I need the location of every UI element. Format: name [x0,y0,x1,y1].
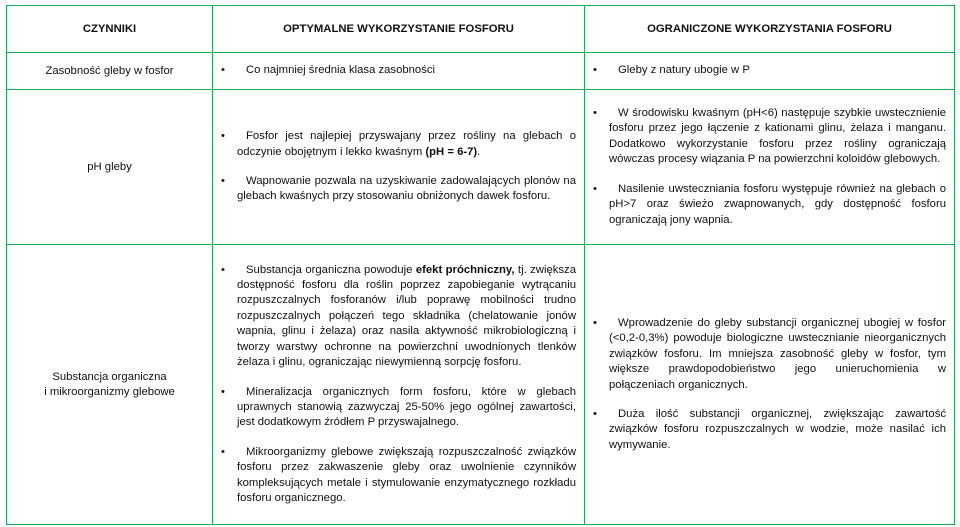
bullet-icon: • [221,175,225,187]
bullet-icon: • [221,130,225,143]
item-text: W środowisku kwaśnym (pH<6) następuje szybkie uwstecznienie fosforu przez jego łączenie z kationami glinu, żelaza i manganu. Dodatkowo wykorzystanie fosforu przez rośliny ograniczają wówczas procesy wiązania P na powierzchni koloidów glebowych. [609,107,946,166]
bullet-icon: • [221,445,225,458]
bullet-icon: • [221,385,225,398]
item-text-after: . [477,145,481,158]
limited-cell [585,245,955,525]
optimal-cell [213,90,585,245]
limited-cell [585,90,955,245]
table-row [7,90,955,245]
factor-cell: pH gleby [7,90,213,245]
list-item [213,129,584,160]
bullet-icon: • [593,407,597,420]
table-row [7,53,955,90]
list-item [585,63,954,78]
item-text: Substancja organiczna powoduje [246,263,416,276]
list-item [213,445,584,507]
list-item [213,63,584,78]
phosphorus-factors-table [6,5,955,525]
bullet-icon: • [593,182,597,195]
item-text: Wapnowanie pozwala na uzyskiwanie zadowalających plonów na glebach kwaśnych przy stosowaniu obniżonych dawek fosforu. [237,175,576,203]
header-optimal: OPTYMALNE WYKORZYSTANIE FOSFORU [213,6,585,53]
optimal-cell [213,245,585,525]
header-row [7,6,955,53]
factor-cell [7,245,213,525]
list-item [213,174,584,205]
item-text: Fosfor jest najlepiej przyswajany przez rośliny na glebach o odczynie obojętnym i lekko kwaśnym [237,130,576,158]
item-text: Duża ilość substancji organicznej, zwiększając zawartość związków fosforu rozpuszczalnych w wodzie, może nasilać ich wymywanie. [609,407,946,451]
table-row [7,245,955,525]
factor-line: Substancja organiczna [52,370,167,383]
item-bold-text: efekt próchniczny, [415,263,515,276]
factor-line: i mikroorganizmy glebowe [44,385,175,398]
item-text-after: tj. zwiększa dostępność fosforu dla roślin poprzez zapobieganie wytrącaniu rozpuszczalnych fosforanów i/lub poprawę mobilności trudno rozpuszczalnych połączeń tego składnika (chelatowanie jonów wapnia, glinu i żelaza) oraz nasila aktywność mikrobiologiczną i tworzy warstwy ochronne na powierzchni uwodnionych tlenków żelaza i glinu, ograniczając niewymienną sorpcję fosforu. [237,263,576,369]
list-item [585,407,954,453]
item-text: Gleby z natury ubogie w P [618,64,750,77]
optimal-cell [213,53,585,90]
bullet-icon: • [221,263,225,276]
list-item [213,263,584,371]
list-item [213,385,584,431]
header-factors: CZYNNIKI [7,6,213,53]
item-text: Wprowadzenie do gleby substancji organicznej ubogiej w fosfor (<0,2-0,3%) powoduje biologiczne uwstecznianie nieorganicznych związków fosforu. Im mniejsza zasobność gleby w fosfor, tym większe prawdopodobieństwo jego unieruchomienia w połączeniach organicznych. [609,316,946,391]
item-bold-text: (pH = 6-7) [425,145,478,158]
item-text: Mineralizacja organicznych form fosforu, które w glebach uprawnych stanowią zazwyczaj 25-50% jego ogólnej zawartości, jest dodatkowym źródłem P przyswajalnego. [237,385,576,429]
bullet-icon: • [593,64,597,77]
list-item [585,316,954,393]
bullet-icon: • [593,107,597,120]
bullet-icon: • [593,316,597,329]
item-text: Nasilenie uwsteczniania fosforu występuje również na glebach o pH>7 oraz świeżo zwapnowanych, gdy dostępność fosforu ograniczają jony wapnia. [609,182,946,226]
list-item [585,182,954,228]
header-limited: OGRANICZONE WYKORZYSTANIA FOSFORU [585,6,955,53]
bullet-icon: • [221,64,225,77]
factor-cell: Zasobność gleby w fosfor [7,53,213,90]
item-text: Mikroorganizmy glebowe zwiększają rozpuszczalność związków fosforu przez zakwaszenie gleby oraz uwolnienie czynników kompleksujących metale i stymulowanie enzymatycznego rozkładu fosforu organicznego. [237,445,576,504]
limited-cell [585,53,955,90]
item-text: Co najmniej średnia klasa zasobności [246,64,436,77]
list-item [585,106,954,168]
